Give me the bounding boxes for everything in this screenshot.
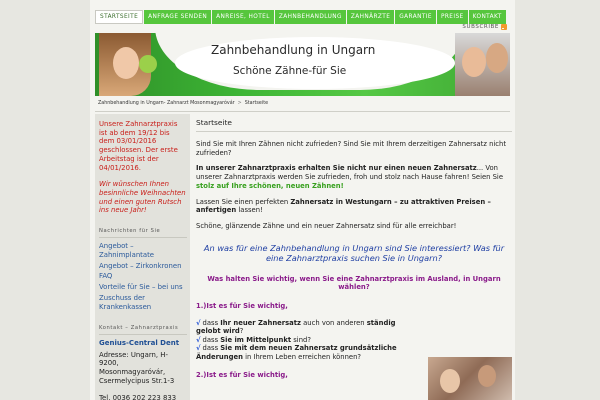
banner-title: Zahnbehandlung in Ungarn [211,43,376,57]
promise-paragraph [196,164,512,190]
item-bold: Sie mit dem neuen Zahnersatz grundsätzliche Änderungen [196,344,397,361]
check-icon: √ [196,319,201,328]
news-link-zirkonkronen[interactable]: Angebot – Zirkonkronen [99,261,182,270]
offer-paragraph [196,198,512,215]
photo-person-b [478,365,496,387]
item-bold: ständig gelobt wird [196,319,396,336]
nav-anreise-hotel[interactable]: ANREISE, HOTEL [212,10,274,24]
item-text: dass [202,319,221,328]
offer-pre: Lassen Sie einen perfekten [196,197,291,206]
offer-post: lassen! [236,206,263,215]
reachable-paragraph: Schöne, glänzende Zähne und ein neuer Zahnersatz sind für alle erreichbar! [196,221,457,230]
promise-bold: In unserer Zahnarztpraxis erhalten Sie nicht nur einen neuen Zahnersatz [196,164,477,173]
breadcrumb-home-link[interactable]: Zahnbehandlung in Ungarn- Zahnarzt Mosonmagyaróvár [98,101,235,106]
contact-phone: Tel. 0036 202 223 833 [99,393,177,400]
importance-list [196,319,408,361]
item-bold: Sie im Mittelpunkt [220,335,292,344]
list-item [196,319,408,336]
contact-name: Genius-Central Dent [99,338,180,347]
subscribe-link[interactable] [462,24,507,30]
offer-bold: Zahnersatz in Westungarn – zu attraktiven Preisen – anfertigen [196,197,491,215]
contact-address: Adresse: Ungarn, H-9200, Mosonmagyaróvár, Csermelycipus Str.1-3 [99,350,175,385]
main-content [196,118,512,400]
breadcrumb-current: Startseite [244,101,269,106]
list-item [196,344,408,361]
closure-notice: Unsere Zahnarztpraxis ist ab dem 19/12 bis dem 03/01/2016 geschlossen. Der erste Arbeitstag ist der 04/01/2016. [99,120,178,172]
nav-preise[interactable]: PREISE [437,10,468,24]
check-icon: √ [196,335,201,344]
choice-question: Was halten Sie wichtig, wenn Sie eine Zahnarztpraxis im Ausland, in Ungarn wählen? [207,275,501,292]
item-text: ? [239,327,244,336]
nav-zahnbehandlung[interactable]: ZAHNBEHANDLUNG [275,10,346,24]
nav-garantie[interactable]: GARANTIE [395,10,436,24]
nav-kontakt[interactable]: KONTAKT [469,10,506,24]
contact-heading: Kontakt – Zahnarztpraxis [99,325,187,335]
nav-anfrage-senden[interactable]: ANFRAGE SENDEN [144,10,211,24]
item-text: dass [202,335,221,344]
subscribe-label: SUBSCRIBE [462,24,499,30]
intro-paragraph: Sind Sie mit Ihren Zähnen nicht zufrieden? Sind Sie mit Ihrem derzeitigen Zahnersatz nicht zufrieden? [196,140,506,157]
couple-face-woman [462,47,486,77]
woman-face [113,47,139,79]
promise-green: stolz auf Ihre schönen, neuen Zähnen! [196,181,344,190]
news-link-implantate[interactable]: Angebot – Zahnimplantate [99,242,155,259]
news-link-zuschuss[interactable]: Zuschuss der Krankenkassen [99,294,152,311]
page [90,0,515,400]
section-heading-2: 2.)Ist es für Sie wichtig, [196,371,288,380]
item-text: dass [202,344,221,353]
nav-startseite[interactable]: STARTSEITE [95,10,143,24]
item-text: auch von anderen [300,319,367,328]
breadcrumb [98,101,268,106]
news-link-vorteile[interactable]: Vorteile für Sie – bei uns [99,283,183,292]
sidebar [95,114,190,400]
news-link-faq[interactable]: FAQ [99,272,113,281]
consultation-photo [428,357,512,400]
header-banner [95,33,510,96]
list-item [196,336,408,344]
breadcrumb-separator: > [237,101,242,106]
item-text: sind? [291,335,311,344]
banner-couple-photo [455,33,510,96]
apple-icon [139,55,157,73]
item-text: in Ihrem Leben erreichen können? [242,352,362,361]
main-nav [95,10,507,24]
section-heading-1: 1.)Ist es für Sie wichtig, [196,302,288,311]
item-bold: Ihr neuer Zahnersatz [220,319,301,328]
check-icon: √ [196,344,201,353]
rss-icon [501,24,507,30]
couple-face-man [486,43,508,73]
divider [95,111,510,112]
banner-subtitle: Schöne Zähne-für Sie [233,65,347,77]
promise-text: ... Von unserer Zahnarztpraxis werden Sie zufrieden, froh und stolz nach Hause fahren! Seien Sie [196,164,504,182]
holiday-greeting: Wir wünschen Ihnen besinnliche Weihnachten und einen guten Rutsch ins neue Jahr! [99,180,186,215]
photo-person-a [440,369,460,393]
news-heading: Nachrichten für Sie [99,228,187,238]
nav-zahnaerzte[interactable]: ZAHNÄRZTE [347,10,394,24]
interest-question: An was für eine Zahnbehandlung in Ungarn sind Sie interessiert? Was für eine Zahnarztpraxis suchen Sie in Ungarn? [203,242,505,263]
page-title: Startseite [196,118,512,132]
